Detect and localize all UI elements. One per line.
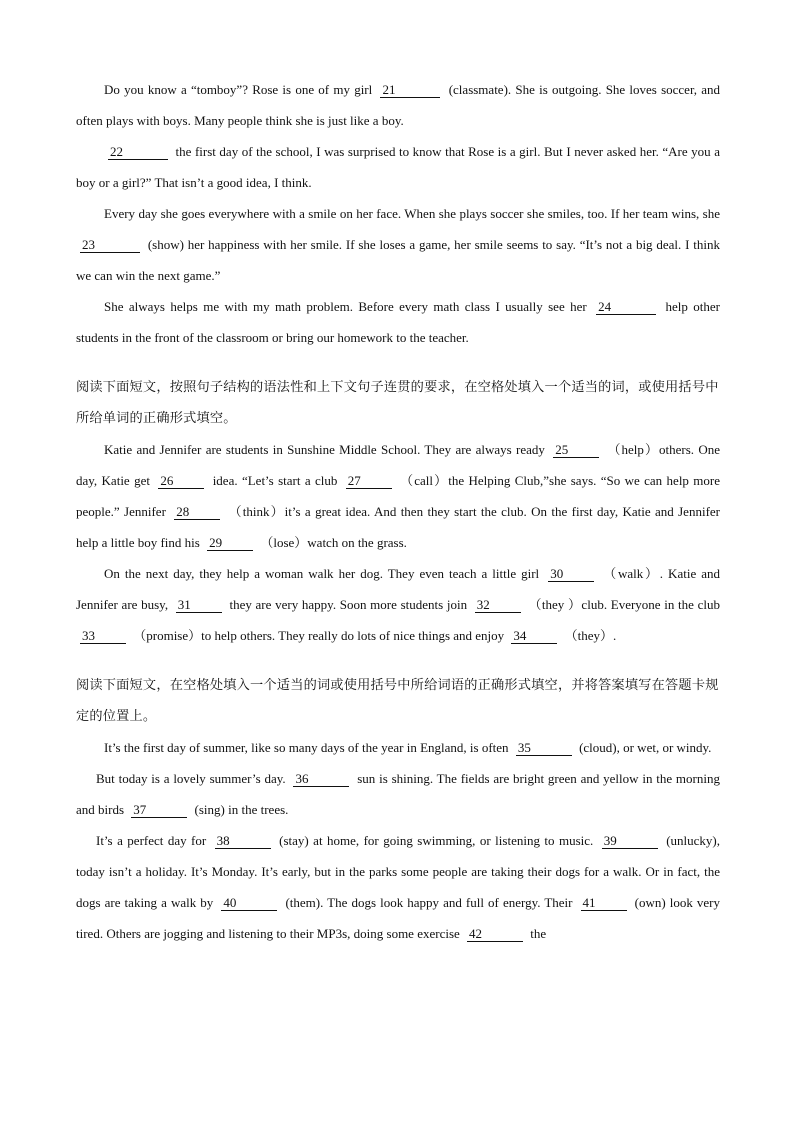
blank-24[interactable]: 24 <box>596 300 656 315</box>
section-3-paragraph-3: It’s a perfect day for 38 (stay) at home, for going swimming, or listening to music. 39 (unlucky), today isn’t a holiday. It’s Monday. It’s early, but in the parks some people are taking their dogs for a walk. Or in fact, the dogs are taking a walk by 40 (them). The dogs look happy and full of energy. Their 41 (own) look very tired. Others are jogging and listening to their MP3s, doing some exercise 42 the <box>76 833 721 941</box>
section-2-paragraph-1: Katie and Jennifer are students in Sunshine Middle School. They are always ready 25 （help）others. One day, Katie get 26 idea. “Let’s start a club 27 （call）the Helping Club,”she says. “So we can help more people.” Jennifer 28 （think）it’s a great idea. And then they start the club. On the first day, Katie and Jennifer help a little boy find his 29 （lose）watch on the grass. <box>76 442 721 550</box>
blank-35[interactable]: 35 <box>516 741 572 756</box>
passage1-paragraph-1: Do you know a “tomboy”? Rose is one of my girl 21 (classmate). She is outgoing. She loves soccer, and often plays with boys. Many people think she is just like a boy. <box>76 82 720 128</box>
blank-21[interactable]: 21 <box>380 83 440 98</box>
passage1-paragraph-3: Every day she goes everywhere with a smile on her face. When she plays soccer she smiles, too. If her team wins, she 23 (show) her happiness with her smile. If she loses a game, her smile seems to say. “It’s not a big deal. I think we can win the next game.” <box>76 206 720 283</box>
section-2 <box>76 372 720 651</box>
blank-41[interactable]: 41 <box>581 896 627 911</box>
blank-37[interactable]: 37 <box>131 803 187 818</box>
blank-38[interactable]: 38 <box>215 834 271 849</box>
document-page <box>76 74 720 949</box>
section-3 <box>76 670 720 949</box>
blank-34[interactable]: 34 <box>511 629 557 644</box>
blank-23[interactable]: 23 <box>80 238 140 253</box>
blank-33[interactable]: 33 <box>80 629 126 644</box>
blank-39[interactable]: 39 <box>602 834 658 849</box>
blank-27[interactable]: 27 <box>346 474 392 489</box>
blank-42[interactable]: 42 <box>467 927 523 942</box>
passage1-paragraph-2: 22 the first day of the school, I was surprised to know that Rose is a girl. But I never asked her. “Are you a boy or a girl?” That isn’t a good idea, I think. <box>76 144 720 190</box>
blank-28[interactable]: 28 <box>174 505 220 520</box>
passage1-paragraph-4: She always helps me with my math problem. Before every math class I usually see her 24 help other students in the front of the classroom or bring our homework to the teacher. <box>76 299 721 345</box>
blank-36[interactable]: 36 <box>293 772 349 787</box>
section-2-instruction: 阅读下面短文，按照句子结构的语法性和上下文句子连贯的要求，在空格处填入一个适当的词，或使用括号中所给单词的正确形式填空。 <box>76 380 719 426</box>
blank-29[interactable]: 29 <box>207 536 253 551</box>
section-3-instruction: 阅读下面短文，在空格处填入一个适当的词或使用括号中所给词语的正确形式填空，并将答案填写在答题卡规定的位置上。 <box>76 678 719 724</box>
blank-26[interactable]: 26 <box>158 474 204 489</box>
blank-25[interactable]: 25 <box>553 443 599 458</box>
section-3-paragraph-1: It’s the first day of summer, like so many days of the year in England, is often 35 (cloud), or wet, or windy. <box>104 740 712 755</box>
blank-32[interactable]: 32 <box>475 598 521 613</box>
blank-30[interactable]: 30 <box>548 567 594 582</box>
section-2-paragraph-2: On the next day, they help a woman walk her dog. They even teach a little girl 30 （walk）. Katie and Jennifer are busy, 31 they are very happy. Soon more students join 32 （they ）club. Everyone in the club 33 （promise）to help others. They really do lots of nice things and enjoy 34 （they）. <box>76 566 721 643</box>
section-3-paragraph-2: But today is a lovely summer’s day. 36 sun is shining. The fields are bright green and yellow in the morning and birds 37 (sing) in the trees. <box>76 771 720 817</box>
blank-22[interactable]: 22 <box>108 145 168 160</box>
blank-31[interactable]: 31 <box>176 598 222 613</box>
blank-40[interactable]: 40 <box>221 896 277 911</box>
